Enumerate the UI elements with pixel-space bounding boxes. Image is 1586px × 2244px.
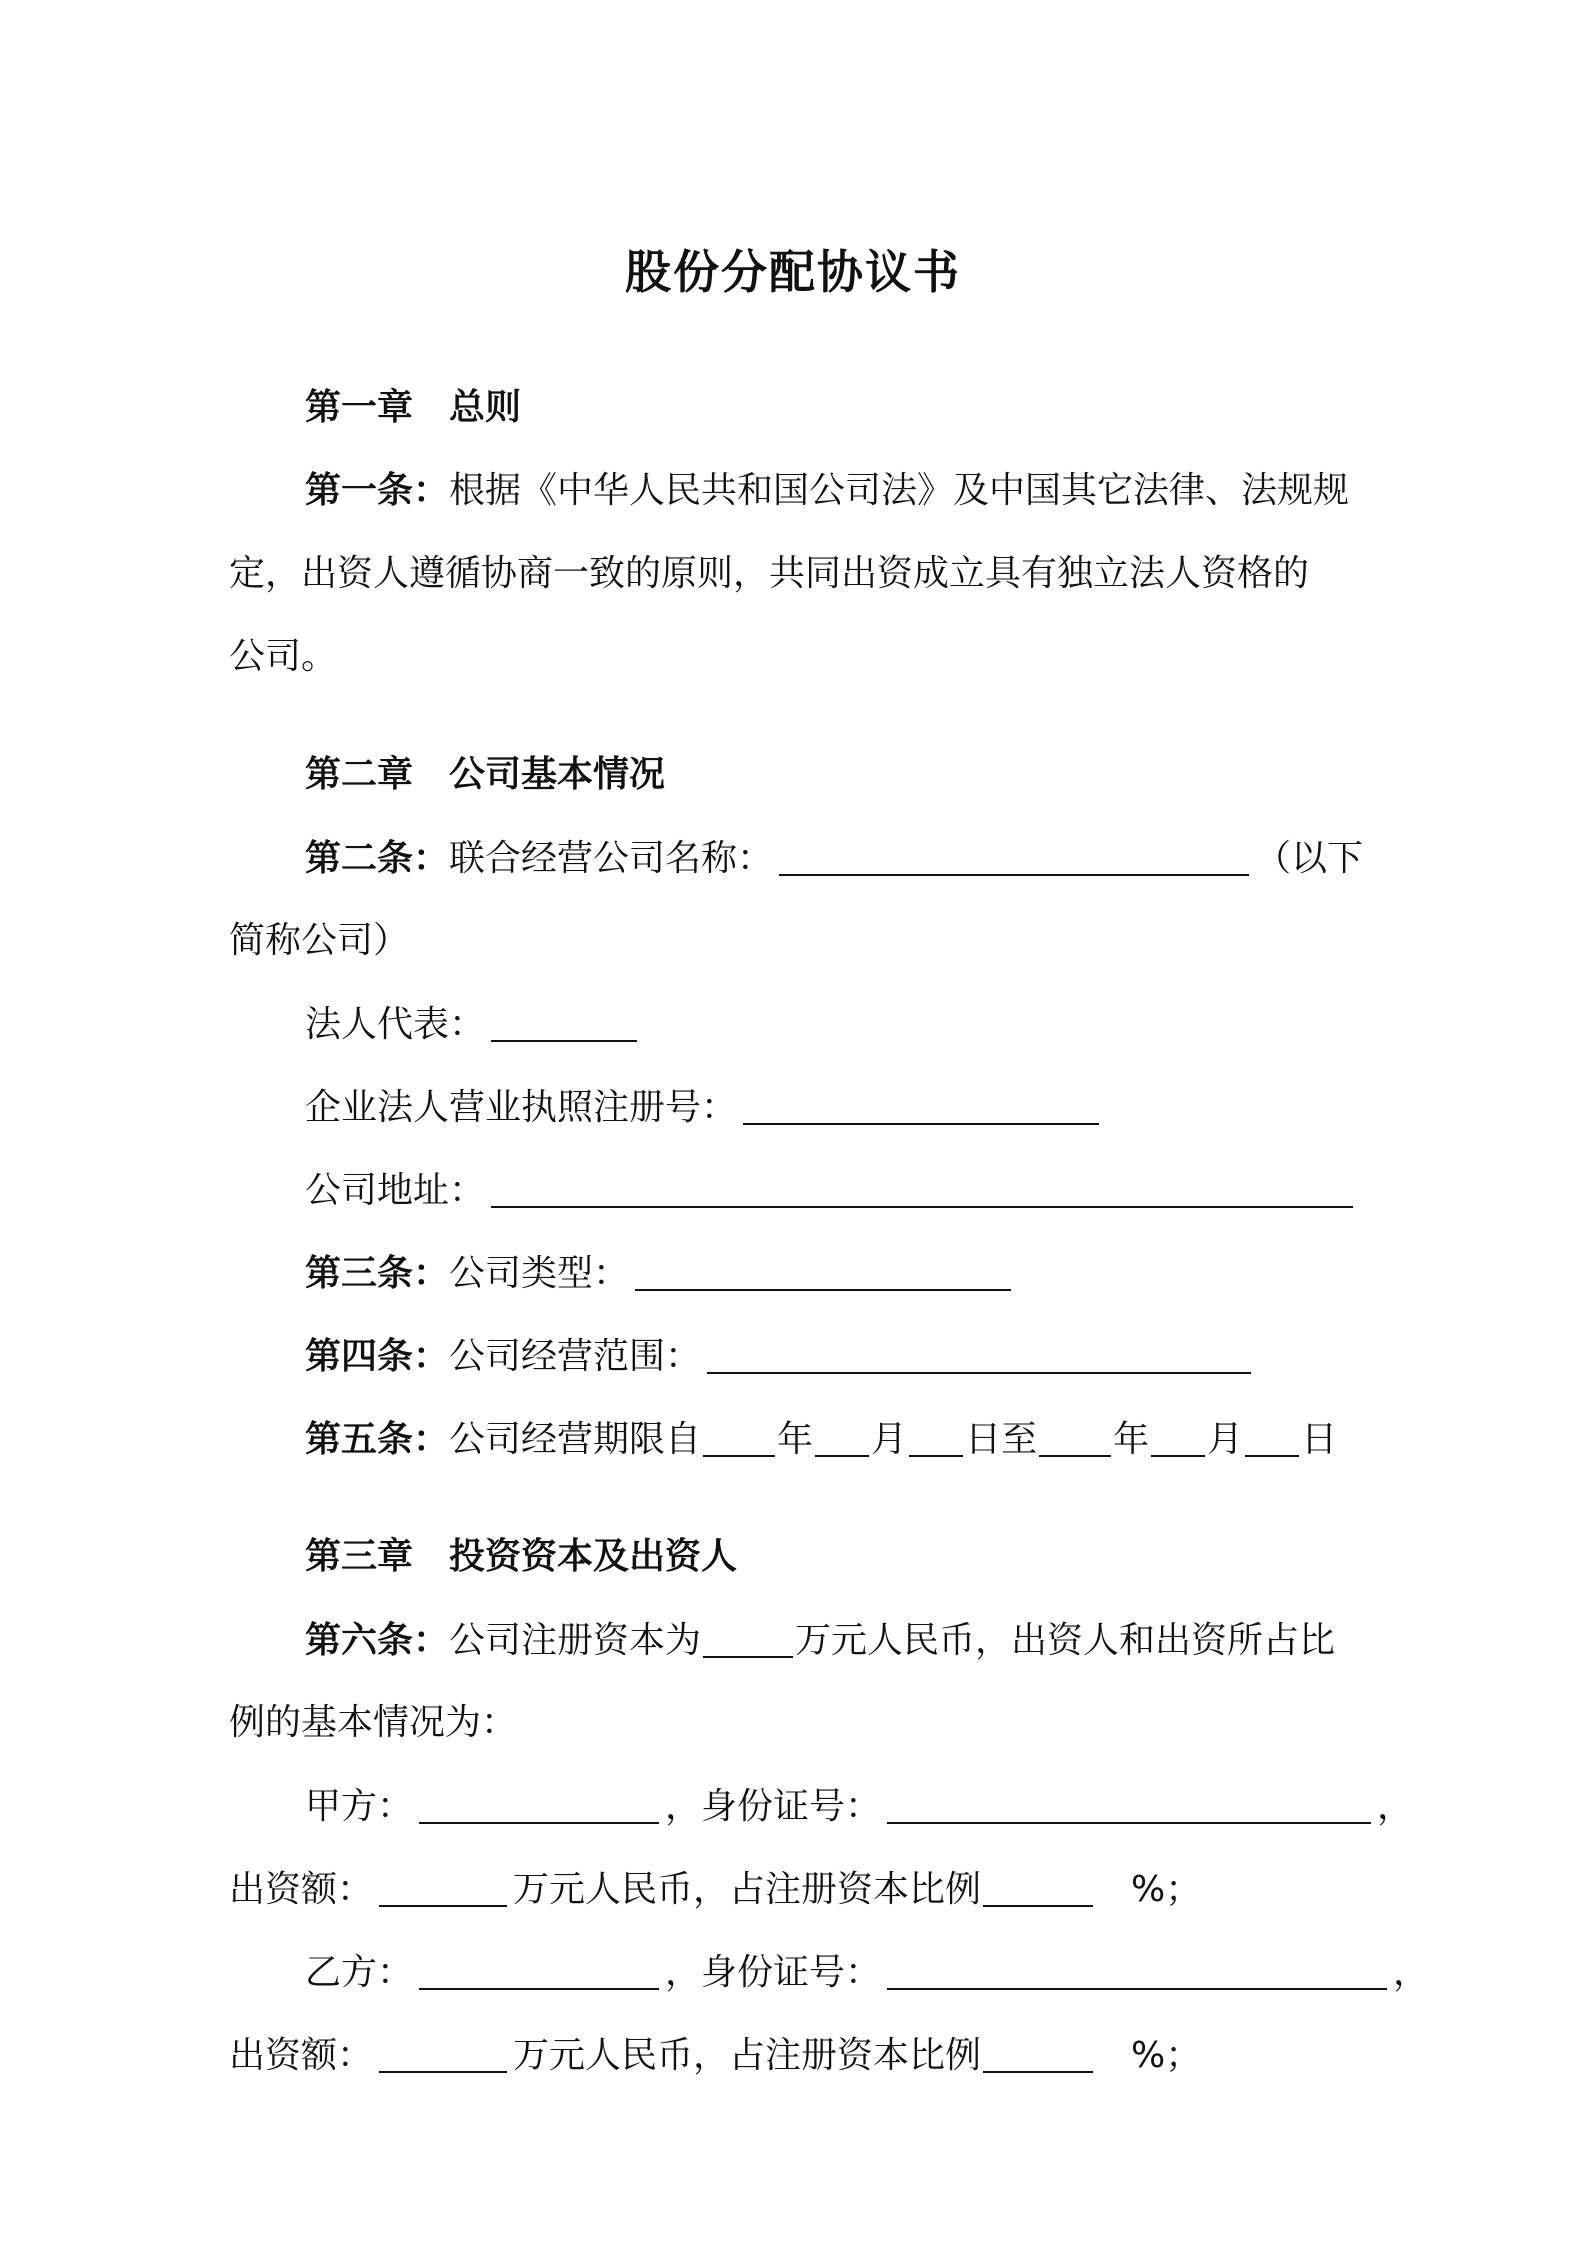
article-1-text: 根据《中华人民共和国公司法》及中国其它法律、法规规 <box>449 470 1350 511</box>
month-label: 月 <box>871 1419 908 1460</box>
party-a-comma: ， <box>1377 1786 1414 1827</box>
end-month-blank[interactable] <box>1151 1415 1205 1457</box>
license-label: 企业法人营业执照注册号： <box>305 1087 738 1128</box>
article-3-text: 公司类型： <box>449 1253 630 1294</box>
party-b-line <box>229 1948 1445 1997</box>
party-b-comma: ， <box>1393 1952 1430 1993</box>
article-2-suffix: （以下 <box>1255 838 1364 879</box>
day-label: 日 <box>1301 1419 1338 1460</box>
page-title: 股份分配协议书 <box>625 245 961 299</box>
party-a-label: 甲方： <box>305 1786 414 1827</box>
party-a-amount-line <box>229 1865 1369 1914</box>
party-b-amount-unit: 万元人民币，占注册资本比例 <box>513 2035 982 2076</box>
party-b-amount-label: 出资额： <box>229 2035 374 2076</box>
article-2-label: 第二条： <box>305 838 450 879</box>
party-b-amount-blank[interactable] <box>379 2031 507 2073</box>
article-2-line-2: 简称公司） <box>229 920 410 961</box>
party-a-amount-unit: 万元人民币，占注册资本比例 <box>513 1869 982 1910</box>
party-a-percent: %； <box>1131 1869 1202 1910</box>
chapter-3-heading: 第三章 投资资本及出资人 <box>305 1536 738 1577</box>
address-blank[interactable] <box>491 1166 1353 1208</box>
party-b-id-blank[interactable] <box>887 1948 1387 1990</box>
article-6-label: 第六条： <box>305 1620 450 1661</box>
chapter-1-heading: 第一章 总则 <box>305 387 522 428</box>
year-label: 年 <box>777 1419 814 1460</box>
article-1-line-2: 定，出资人遵循协商一致的原则，共同出资成立具有独立法人资格的 <box>229 553 1310 594</box>
business-scope-blank[interactable] <box>707 1332 1251 1374</box>
party-b-id-label: ，身份证号： <box>665 1952 882 1993</box>
article-4-line <box>229 1332 1445 1381</box>
article-6-line-2: 例的基本情况为： <box>229 1702 518 1743</box>
end-year-blank[interactable] <box>1039 1415 1111 1457</box>
year-label-2: 年 <box>1113 1419 1150 1460</box>
article-1-line-1 <box>229 467 1445 515</box>
party-a-amount-blank[interactable] <box>379 1865 507 1907</box>
registered-capital-blank[interactable] <box>703 1616 793 1658</box>
party-b-name-blank[interactable] <box>419 1948 659 1990</box>
legal-rep-blank[interactable] <box>491 1000 637 1042</box>
party-b-percent: %； <box>1131 2035 1202 2076</box>
article-5-line <box>229 1415 1445 1464</box>
party-b-amount-line <box>229 2031 1369 2080</box>
license-number-blank[interactable] <box>743 1083 1099 1125</box>
article-4-label: 第四条： <box>305 1336 450 1377</box>
end-day-blank[interactable] <box>1245 1415 1299 1457</box>
party-a-ratio-blank[interactable] <box>983 1865 1093 1907</box>
start-month-blank[interactable] <box>815 1415 869 1457</box>
start-year-blank[interactable] <box>703 1415 775 1457</box>
article-4-text: 公司经营范围： <box>449 1336 702 1377</box>
company-name-blank[interactable] <box>779 834 1249 876</box>
party-a-name-blank[interactable] <box>419 1782 659 1824</box>
day-to-label: 日至 <box>965 1419 1038 1460</box>
party-b-label: 乙方： <box>305 1952 414 1993</box>
article-1-label: 第一条： <box>305 470 450 511</box>
article-3-label: 第三条： <box>305 1253 450 1294</box>
address-line <box>229 1166 1445 1215</box>
article-6-text-1: 公司注册资本为 <box>449 1620 702 1661</box>
address-label: 公司地址： <box>305 1170 486 1211</box>
chapter-2-heading: 第二章 公司基本情况 <box>305 754 666 795</box>
party-a-amount-label: 出资额： <box>229 1869 374 1910</box>
article-3-line <box>229 1249 1445 1298</box>
article-2-line-1 <box>229 834 1445 883</box>
license-line <box>229 1083 1445 1132</box>
start-day-blank[interactable] <box>909 1415 963 1457</box>
article-6-text-2: 万元人民币，出资人和出资所占比 <box>795 1620 1336 1661</box>
article-5-label: 第五条： <box>305 1419 450 1460</box>
party-a-id-label: ，身份证号： <box>665 1786 882 1827</box>
article-6-line-1 <box>229 1616 1445 1665</box>
legal-rep-label: 法人代表： <box>305 1004 486 1045</box>
party-b-ratio-blank[interactable] <box>983 2031 1093 2073</box>
month-label-2: 月 <box>1207 1419 1244 1460</box>
party-a-line <box>229 1782 1445 1831</box>
article-1-line-3: 公司。 <box>229 636 338 677</box>
article-5-text: 公司经营期限自 <box>449 1419 702 1460</box>
party-a-id-blank[interactable] <box>887 1782 1371 1824</box>
legal-rep-line <box>229 1000 1445 1049</box>
article-2-text: 联合经营公司名称： <box>449 838 774 879</box>
company-type-blank[interactable] <box>635 1249 1011 1291</box>
